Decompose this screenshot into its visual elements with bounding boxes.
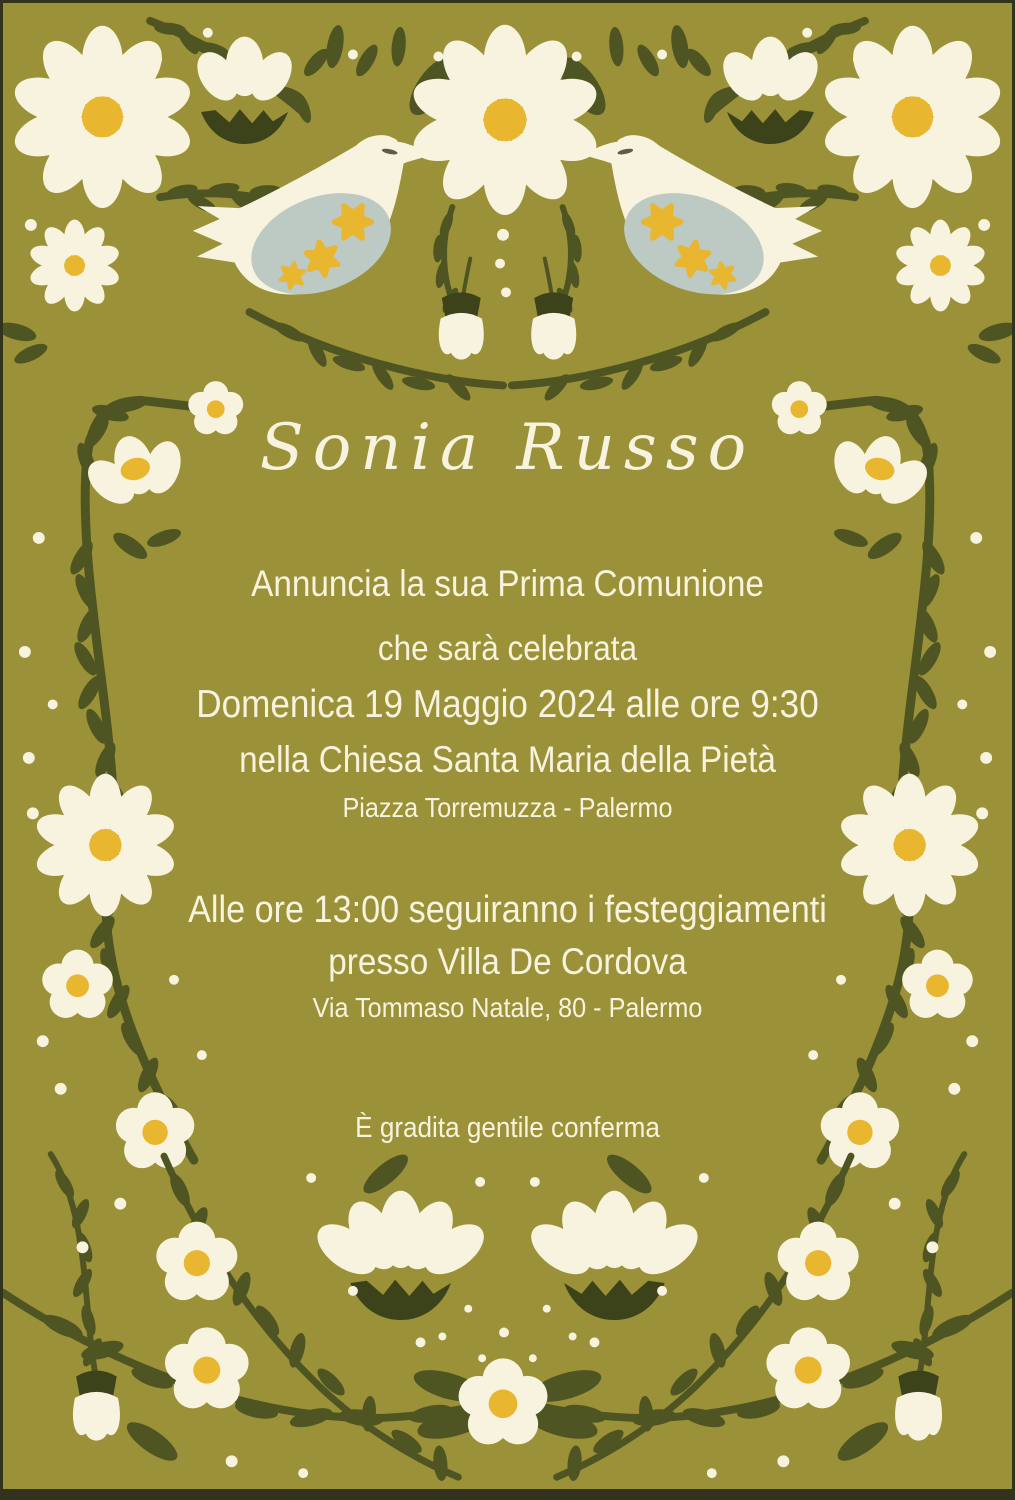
rsvp-line: È gradita gentile conferma xyxy=(355,1112,660,1144)
honoree-name: Sonia Russo xyxy=(259,411,756,485)
church-line: nella Chiesa Santa Maria della Pietà xyxy=(239,739,776,780)
invitation-text xyxy=(3,3,1012,1489)
reception-venue-line: presso Villa De Cordova xyxy=(328,941,687,982)
church-address-line: Piazza Torremuzza - Palermo xyxy=(342,792,673,823)
date-time-line: Domenica 19 Maggio 2024 alle ore 9:30 xyxy=(196,683,819,726)
celebration-line: che sarà celebrata xyxy=(377,629,638,668)
reception-time-line: Alle ore 13:00 seguiranno i festeggiamenti xyxy=(188,889,827,931)
reception-address-line: Via Tommaso Natale, 80 - Palermo xyxy=(312,992,703,1023)
announcement-line: Annuncia la sua Prima Comunione xyxy=(251,563,764,604)
